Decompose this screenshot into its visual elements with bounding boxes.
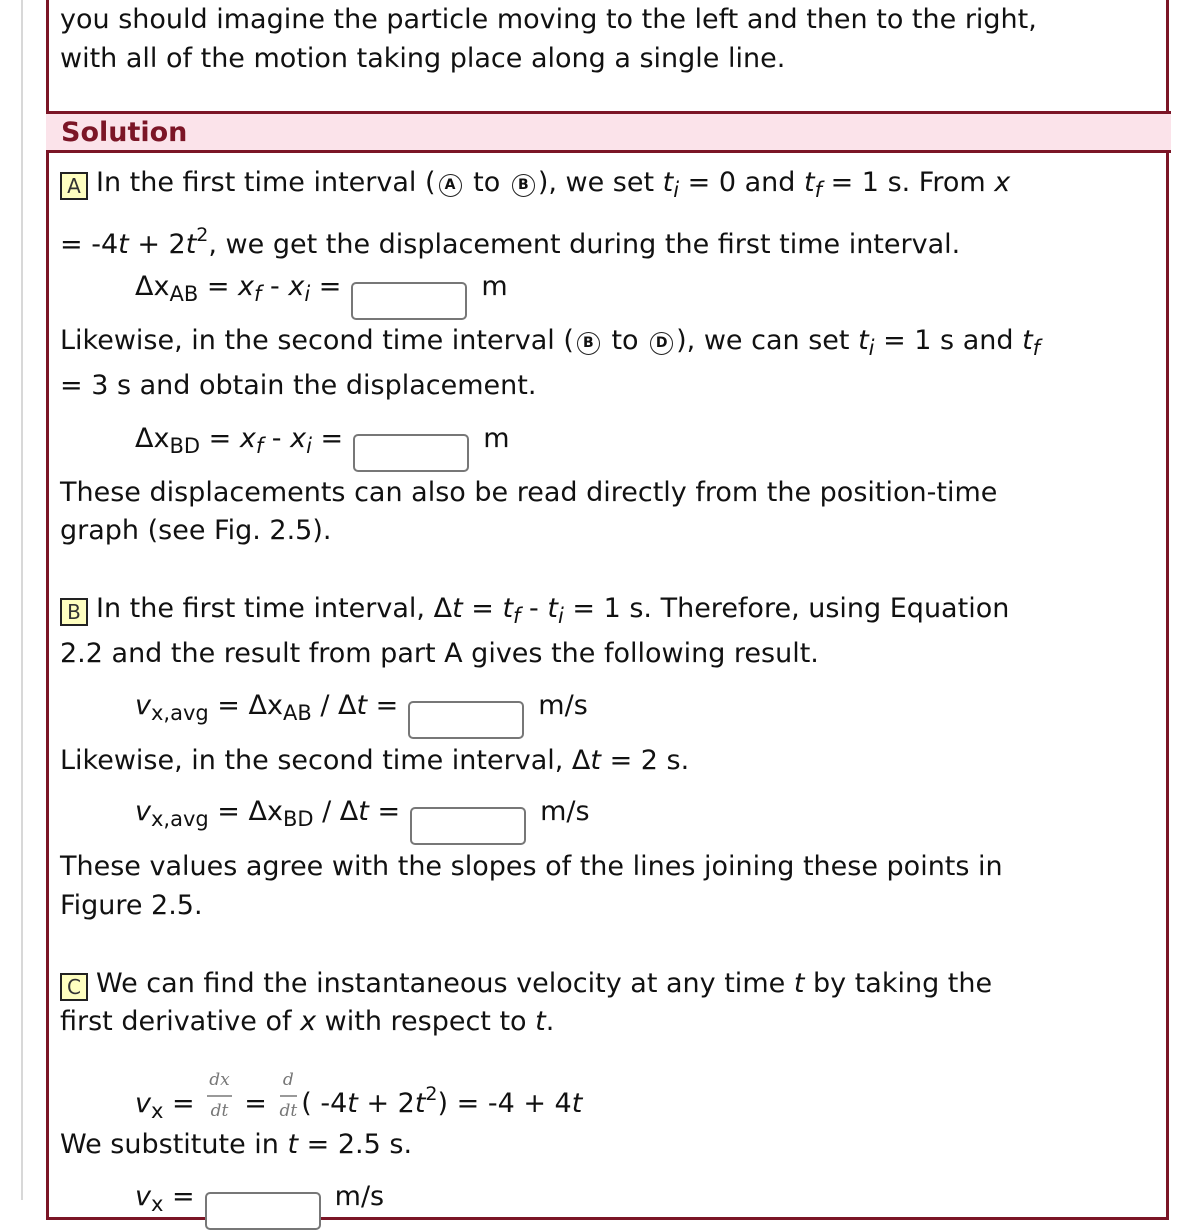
text-segment: AB [169, 282, 199, 306]
text-segment: ( -4 [301, 1088, 348, 1119]
text-segment: ), we can set [676, 325, 859, 356]
text-segment: t [571, 1088, 583, 1119]
text-segment: These displacements can also be read directly from the position-time [60, 477, 998, 508]
text-segment: i [304, 282, 311, 306]
text-segment: v [135, 1088, 151, 1119]
delta-x-bd-input[interactable] [353, 434, 469, 472]
point-marker-icon: A [439, 174, 462, 197]
text-line [60, 889, 203, 923]
text-line [135, 1180, 384, 1230]
text-segment: m [483, 423, 510, 454]
text-segment: first derivative of [60, 1006, 301, 1037]
text-segment: AB [282, 701, 312, 725]
text-segment: f [255, 434, 264, 458]
text-segment: x,avg [150, 701, 209, 725]
text-segment: graph (see Fig. 2.5). [60, 515, 332, 546]
text-segment: + 2 [128, 229, 186, 260]
part-label-badge: C [60, 973, 88, 1001]
page-gutter-line [21, 0, 23, 1200]
text-segment: v [135, 690, 151, 721]
fraction-numerator: dx [207, 1072, 231, 1097]
text-segment: with respect to [316, 1006, 536, 1037]
derivative-fraction [207, 1072, 231, 1120]
fraction-denominator: dt [279, 1101, 298, 1121]
text-segment: t [452, 593, 463, 624]
text-segment: you should imagine the particle moving to the left and then to the right, [60, 4, 1037, 35]
delta-x-ab-input[interactable] [351, 282, 467, 320]
text-segment: t [804, 167, 815, 198]
text-line [60, 967, 992, 1001]
point-marker-icon: B [512, 174, 535, 197]
text-segment: x [239, 423, 256, 454]
text-segment: x [150, 1099, 164, 1123]
text-segment: , we get the displacement during the first time interval. [208, 229, 961, 260]
text-line [135, 422, 510, 472]
text-segment: = [310, 271, 342, 302]
text-line [60, 3, 1037, 37]
text-line [60, 324, 1040, 365]
text-segment: x [288, 271, 305, 302]
text-segment: Likewise, in the second time interval ( [60, 325, 574, 356]
text-segment: = [200, 423, 240, 454]
text-segment: ), we set [537, 167, 663, 198]
text-segment: Δx [135, 271, 170, 302]
text-line [60, 592, 1009, 633]
text-segment: = [311, 423, 344, 454]
part-label-badge: B [60, 598, 88, 626]
text-segment: v [135, 796, 151, 827]
text-segment: to [602, 325, 648, 356]
text-segment: t [185, 229, 197, 260]
text-segment: m/s [334, 1181, 385, 1212]
solution-header [46, 111, 1171, 153]
text-line [60, 42, 785, 76]
text-segment: m/s [540, 796, 590, 827]
derivative-fraction [280, 1072, 298, 1120]
text-segment: t [1022, 325, 1033, 356]
text-segment: t [347, 1088, 358, 1119]
text-segment: = [163, 1088, 204, 1119]
text-segment: i [868, 336, 875, 360]
solution-title: Solution [61, 117, 188, 148]
text-line [60, 744, 689, 778]
text-segment: x [290, 423, 307, 454]
text-segment: / Δ [313, 796, 359, 827]
point-marker-icon: D [650, 332, 673, 355]
text-segment: . [545, 1006, 555, 1037]
text-segment: = 1 s. From [822, 167, 995, 198]
text-segment: t [662, 167, 674, 198]
text-segment: 2 [425, 1083, 438, 1105]
text-segment: v [135, 1181, 151, 1212]
text-segment: These values agree with the slopes of the lines joining these points in [60, 851, 1003, 882]
text-line [60, 1128, 412, 1162]
text-line [60, 1005, 554, 1039]
text-segment: t [414, 1088, 426, 1119]
part-label-badge: A [60, 172, 88, 200]
text-segment: Figure 2.5. [60, 890, 203, 921]
text-segment: - [520, 593, 548, 624]
text-line [60, 850, 1003, 884]
text-line [135, 270, 508, 320]
text-segment: = 0 and [679, 167, 805, 198]
text-segment: In the first time interval, Δ [96, 593, 453, 624]
text-segment: = 3 s and obtain the displacement. [60, 370, 537, 401]
text-segment: = 1 s. Therefore, using Equation [563, 593, 1010, 624]
text-segment: t [858, 325, 869, 356]
text-segment: t [793, 968, 805, 999]
text-segment: m/s [538, 690, 588, 721]
fraction-numerator: d [280, 1072, 298, 1097]
text-segment: i [673, 178, 680, 202]
text-segment: f [814, 178, 823, 202]
text-segment: = 2.5 s. [298, 1129, 413, 1160]
text-segment: m [481, 271, 508, 302]
text-line [60, 218, 960, 262]
text-segment: 2.2 and the result from part A gives the following result. [60, 638, 819, 669]
text-line [60, 476, 997, 510]
text-segment: t [118, 229, 129, 260]
text-segment: x [150, 1192, 164, 1216]
text-segment: = [368, 796, 401, 827]
text-segment: = [163, 1181, 195, 1212]
text-segment: by taking the [804, 968, 993, 999]
text-line [60, 637, 819, 671]
text-segment: f [513, 604, 521, 628]
text-segment: t [358, 796, 369, 827]
text-segment: = Δx [208, 690, 283, 721]
text-segment: - [261, 271, 289, 302]
text-segment: - [263, 423, 291, 454]
text-segment: with all of the motion taking place along a single line. [60, 43, 786, 74]
text-line [60, 514, 331, 548]
text-line [135, 795, 590, 845]
text-line [135, 1072, 582, 1128]
text-segment: ) = -4 + 4 [437, 1088, 572, 1119]
text-segment: f [254, 282, 262, 306]
text-segment: i [306, 434, 312, 458]
text-segment: = -4 [60, 229, 119, 260]
text-segment: We can find the instantaneous velocity at any time [96, 968, 794, 999]
text-line [60, 166, 1010, 207]
text-segment: Likewise, in the second time interval, Δ [60, 745, 591, 776]
text-segment: t [502, 593, 514, 624]
v-x-input[interactable] [205, 1192, 321, 1230]
v-avg-ab-input[interactable] [408, 701, 524, 739]
text-segment: t [547, 593, 558, 624]
text-segment: i [557, 604, 564, 628]
text-segment: We substitute in [60, 1129, 288, 1160]
text-segment: = [462, 593, 503, 624]
text-segment: 2 [196, 224, 209, 246]
text-segment: = 1 s and [874, 325, 1023, 356]
text-segment: f [1032, 336, 1041, 360]
point-marker-icon: B [577, 332, 600, 355]
text-segment: t [590, 745, 601, 776]
text-segment: x,avg [150, 807, 209, 831]
text-segment: = [235, 1088, 276, 1119]
text-segment: BD [282, 807, 314, 831]
text-segment: Δx [135, 423, 170, 454]
text-line [135, 689, 588, 739]
text-segment: BD [169, 434, 201, 458]
text-segment: t [356, 690, 368, 721]
text-segment: = 2 s. [600, 745, 690, 776]
text-segment: x [300, 1006, 317, 1037]
text-segment: t [287, 1129, 299, 1160]
text-segment: x [238, 271, 255, 302]
text-segment: = [198, 271, 239, 302]
v-avg-bd-input[interactable] [410, 807, 526, 845]
text-segment: to [464, 167, 509, 198]
text-line [60, 369, 536, 403]
text-segment: = Δx [208, 796, 283, 827]
fraction-denominator: dt [210, 1101, 229, 1121]
text-segment: / Δ [311, 690, 357, 721]
text-segment: + 2 [357, 1088, 415, 1119]
text-segment: x [994, 167, 1011, 198]
text-segment: = [367, 690, 399, 721]
text-segment: t [535, 1006, 546, 1037]
text-segment: In the first time interval ( [96, 167, 436, 198]
